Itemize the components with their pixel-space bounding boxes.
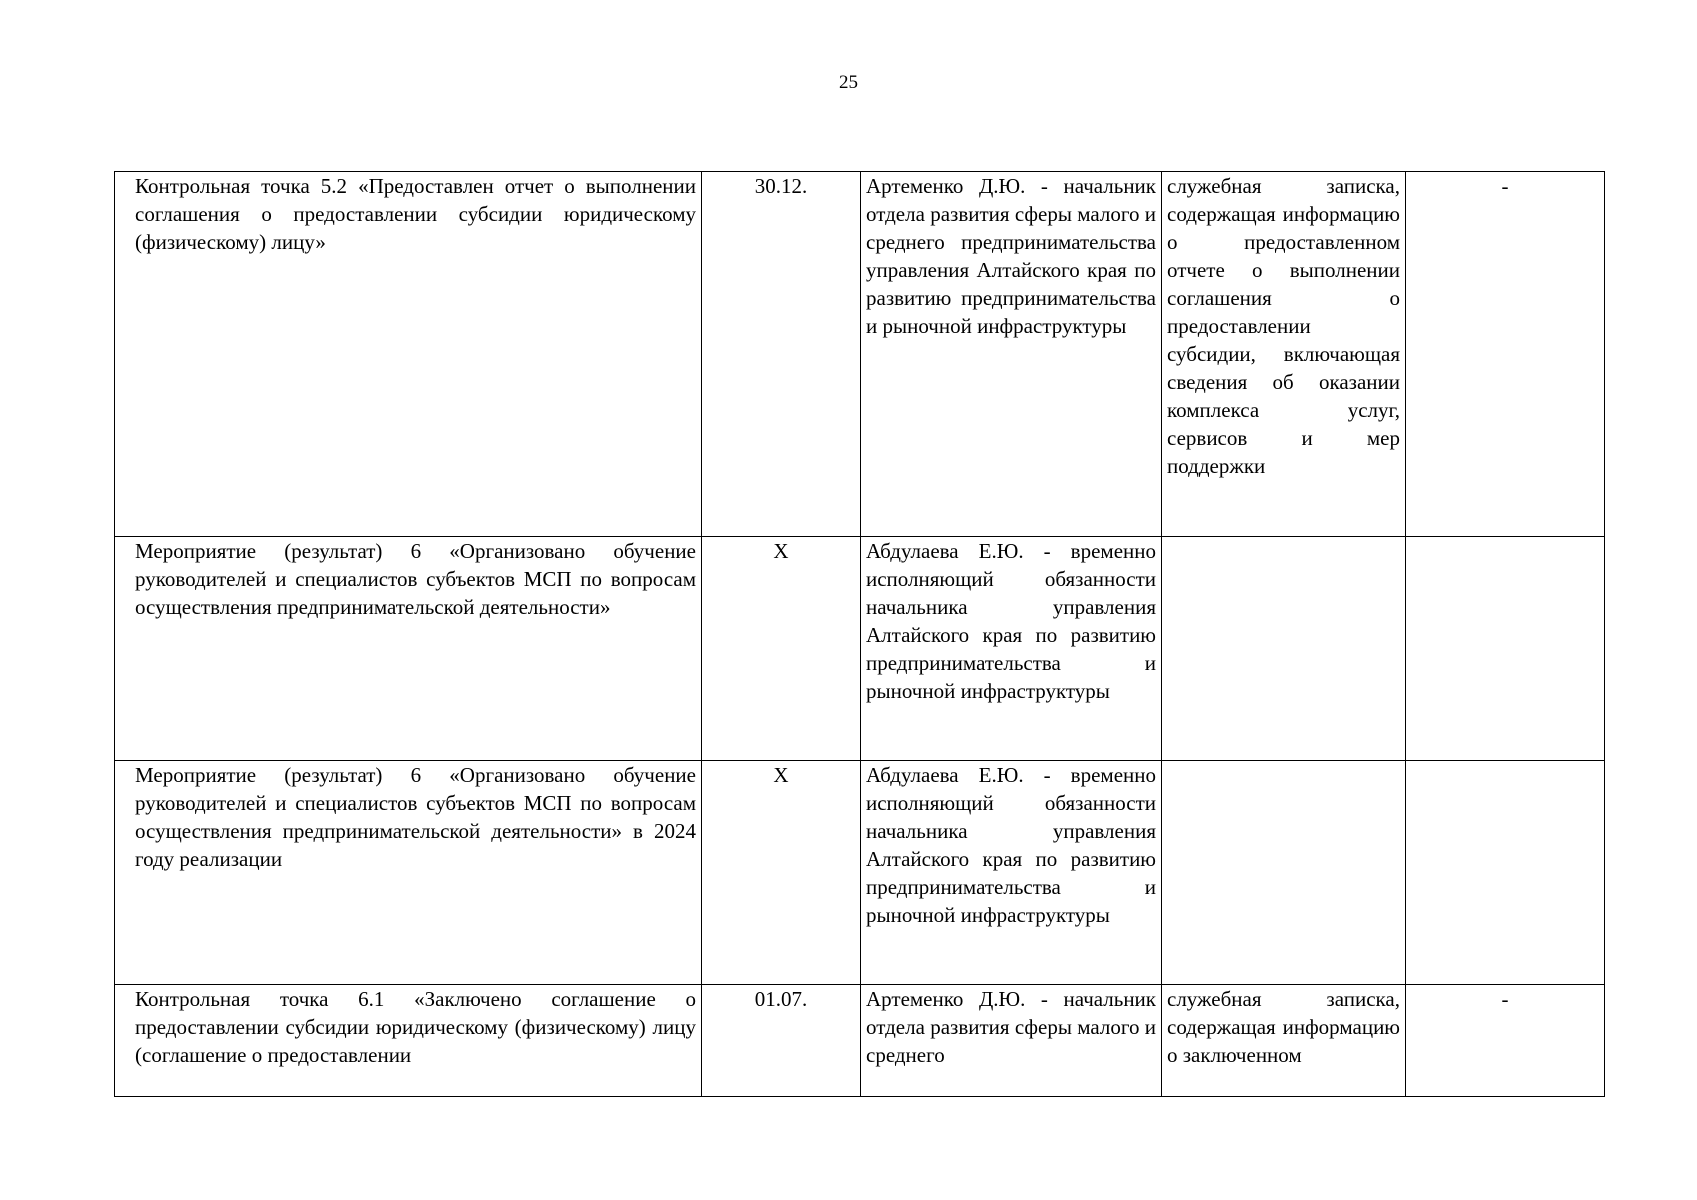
table-row <box>115 761 1605 985</box>
event-date: X <box>773 763 789 787</box>
information-system: - <box>1501 174 1509 198</box>
plan-table <box>114 171 1605 1097</box>
document-cell <box>1162 172 1406 537</box>
event-name: Мероприятие (результат) 6 «Организовано обучение руководителей и специалистов субъектов МСП по вопросам осуществления предпринимательской деятельности» <box>135 539 696 619</box>
event-name-cell <box>115 985 702 1097</box>
table-row <box>115 172 1605 537</box>
responsible-cell <box>861 985 1162 1097</box>
page-number: 25 <box>839 72 858 93</box>
confirming-document: служебная записка, содержащая информацию о предоставленном отчете о выполнении соглашения о предоставлении субсидии, включающая сведения об оказании комплекса услуг, сервисов и мер поддержки <box>1167 174 1400 478</box>
document-cell <box>1162 537 1406 761</box>
confirming-document: служебная записка, содержащая информацию о заключенном <box>1167 987 1400 1067</box>
event-name: Контрольная точка 5.2 «Предоставлен отчет о выполнении соглашения о предоставлении субсидии юридическому (физическому) лицу» <box>135 174 696 254</box>
event-date: X <box>773 539 789 563</box>
information-system: - <box>1501 987 1509 1011</box>
event-name: Контрольная точка 6.1 «Заключено соглашение о предоставлении субсидии юридическому (физическому) лицу (соглашение о предоставлении <box>135 987 696 1067</box>
responsible-cell <box>861 537 1162 761</box>
responsible-person: Артеменко Д.Ю. - начальник отдела развития сферы малого и среднего предпринимательства управления Алтайского края по развитию предпринимательства и рыночной инфраструктуры <box>866 174 1156 338</box>
responsible-cell <box>861 761 1162 985</box>
table-row <box>115 537 1605 761</box>
date-cell <box>702 172 861 537</box>
responsible-person: Абдулаева Е.Ю. - временно исполняющий обязанности начальника управления Алтайского края по развитию предпринимательства и рыночной инфраструктуры <box>866 539 1156 703</box>
event-date: 30.12. <box>754 174 808 198</box>
date-cell <box>702 985 861 1097</box>
responsible-person: Абдулаева Е.Ю. - временно исполняющий обязанности начальника управления Алтайского края по развитию предпринимательства и рыночной инфраструктуры <box>866 763 1156 927</box>
event-name-cell <box>115 761 702 985</box>
document-cell <box>1162 985 1406 1097</box>
document-cell <box>1162 761 1406 985</box>
system-cell <box>1406 537 1605 761</box>
system-cell <box>1406 761 1605 985</box>
date-cell <box>702 537 861 761</box>
system-cell <box>1406 172 1605 537</box>
event-date: 01.07. <box>754 987 808 1011</box>
event-name-cell <box>115 172 702 537</box>
system-cell <box>1406 985 1605 1097</box>
responsible-cell <box>861 172 1162 537</box>
date-cell <box>702 761 861 985</box>
responsible-person: Артеменко Д.Ю. - начальник отдела развития сферы малого и среднего <box>866 987 1156 1067</box>
event-name-cell <box>115 537 702 761</box>
event-name: Мероприятие (результат) 6 «Организовано обучение руководителей и специалистов субъектов МСП по вопросам осуществления предпринимательской деятельности» в 2024 году реализации <box>135 763 696 871</box>
table-row <box>115 985 1605 1097</box>
